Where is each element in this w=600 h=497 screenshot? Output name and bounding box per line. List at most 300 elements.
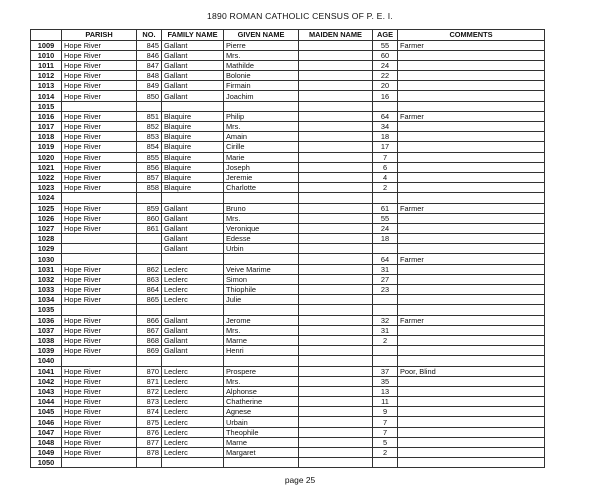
cell-comments (398, 376, 545, 386)
cell-given-name (224, 356, 299, 366)
cell-family-name: Gallant (162, 203, 224, 213)
cell-comments (398, 183, 545, 193)
table-row (31, 50, 545, 60)
cell-maiden-name (299, 122, 373, 132)
cell-family-name: Leclerc (162, 427, 224, 437)
cell-parish: Hope River (62, 50, 137, 60)
cell-given-name: Jerome (224, 315, 299, 325)
cell-comments (398, 71, 545, 81)
table-row (31, 305, 545, 315)
cell-record-number: 1049 (31, 448, 62, 458)
cell-family-name: Blaquire (162, 172, 224, 182)
cell-given-name: Thiophile (224, 285, 299, 295)
cell-maiden-name (299, 346, 373, 356)
cell-age: 16 (373, 91, 398, 101)
cell-parish: Hope River (62, 285, 137, 295)
table-row (31, 101, 545, 111)
cell-family-name: Leclerc (162, 285, 224, 295)
cell-parish (62, 234, 137, 244)
cell-parish: Hope River (62, 335, 137, 345)
cell-maiden-name (299, 172, 373, 182)
cell-family-name: Leclerc (162, 437, 224, 447)
table-row (31, 407, 545, 417)
cell-given-name: Mrs. (224, 325, 299, 335)
cell-no: 857 (137, 172, 162, 182)
cell-maiden-name (299, 437, 373, 447)
cell-comments (398, 325, 545, 335)
cell-given-name: Marie (224, 152, 299, 162)
cell-comments (398, 234, 545, 244)
table-row (31, 427, 545, 437)
cell-record-number: 1023 (31, 183, 62, 193)
cell-age: 27 (373, 274, 398, 284)
cell-record-number: 1026 (31, 213, 62, 223)
cell-given-name: Mrs. (224, 376, 299, 386)
cell-no: 864 (137, 285, 162, 295)
table-row (31, 244, 545, 254)
cell-record-number: 1025 (31, 203, 62, 213)
cell-no (137, 458, 162, 468)
cell-parish: Hope River (62, 448, 137, 458)
cell-record-number: 1014 (31, 91, 62, 101)
cell-age: 18 (373, 234, 398, 244)
cell-comments (398, 264, 545, 274)
cell-record-number: 1044 (31, 397, 62, 407)
cell-age: 7 (373, 152, 398, 162)
table-row (31, 71, 545, 81)
cell-comments (398, 356, 545, 366)
table-row (31, 40, 545, 50)
cell-parish: Hope River (62, 437, 137, 447)
cell-record-number: 1041 (31, 366, 62, 376)
cell-age: 7 (373, 417, 398, 427)
cell-age (373, 346, 398, 356)
cell-maiden-name (299, 366, 373, 376)
cell-given-name: Bruno (224, 203, 299, 213)
cell-maiden-name (299, 142, 373, 152)
cell-given-name: Henri (224, 346, 299, 356)
table-row (31, 172, 545, 182)
cell-parish: Hope River (62, 397, 137, 407)
cell-given-name (224, 305, 299, 315)
cell-family-name: Gallant (162, 213, 224, 223)
table-row (31, 356, 545, 366)
cell-maiden-name (299, 101, 373, 111)
cell-family-name: Leclerc (162, 386, 224, 396)
cell-family-name: Gallant (162, 234, 224, 244)
cell-parish: Hope River (62, 366, 137, 376)
cell-comments (398, 162, 545, 172)
cell-maiden-name (299, 417, 373, 427)
table-row (31, 376, 545, 386)
cell-age: 24 (373, 60, 398, 70)
cell-given-name: Prospere (224, 366, 299, 376)
cell-given-name: Margaret (224, 448, 299, 458)
cell-age: 64 (373, 254, 398, 264)
cell-no: 845 (137, 40, 162, 50)
cell-family-name: Gallant (162, 81, 224, 91)
cell-parish: Hope River (62, 152, 137, 162)
cell-record-number: 1038 (31, 335, 62, 345)
cell-record-number: 1047 (31, 427, 62, 437)
cell-no: 858 (137, 183, 162, 193)
cell-maiden-name (299, 50, 373, 60)
cell-record-number: 1012 (31, 71, 62, 81)
cell-given-name (224, 101, 299, 111)
table-row (31, 315, 545, 325)
table-row (31, 203, 545, 213)
cell-comments: Farmer (398, 254, 545, 264)
cell-no: 847 (137, 60, 162, 70)
cell-age: 31 (373, 325, 398, 335)
cell-no: 878 (137, 448, 162, 458)
cell-record-number: 1035 (31, 305, 62, 315)
cell-comments (398, 305, 545, 315)
table-row (31, 386, 545, 396)
cell-age: 22 (373, 71, 398, 81)
cell-no: 866 (137, 315, 162, 325)
cell-parish (62, 244, 137, 254)
cell-comments (398, 448, 545, 458)
cell-maiden-name (299, 91, 373, 101)
cell-parish: Hope River (62, 213, 137, 223)
cell-family-name: Gallant (162, 325, 224, 335)
cell-maiden-name (299, 162, 373, 172)
cell-maiden-name (299, 203, 373, 213)
cell-record-number: 1031 (31, 264, 62, 274)
cell-record-number: 1013 (31, 81, 62, 91)
cell-no: 868 (137, 335, 162, 345)
cell-age (373, 193, 398, 203)
cell-given-name: Mathilde (224, 60, 299, 70)
cell-record-number: 1028 (31, 234, 62, 244)
cell-age: 32 (373, 315, 398, 325)
cell-given-name: Julie (224, 295, 299, 305)
cell-family-name (162, 101, 224, 111)
cell-parish (62, 193, 137, 203)
cell-maiden-name (299, 448, 373, 458)
cell-given-name: Charlotte (224, 183, 299, 193)
cell-given-name: Joseph (224, 162, 299, 172)
cell-record-number: 1018 (31, 132, 62, 142)
table-row (31, 417, 545, 427)
cell-age: 31 (373, 264, 398, 274)
cell-family-name: Gallant (162, 91, 224, 101)
cell-age: 11 (373, 397, 398, 407)
cell-family-name (162, 356, 224, 366)
cell-family-name: Blaquire (162, 152, 224, 162)
cell-record-number: 1046 (31, 417, 62, 427)
cell-age: 4 (373, 172, 398, 182)
cell-maiden-name (299, 71, 373, 81)
cell-given-name: Mrs. (224, 122, 299, 132)
cell-comments (398, 346, 545, 356)
cell-maiden-name (299, 376, 373, 386)
cell-record-number: 1010 (31, 50, 62, 60)
cell-no: 854 (137, 142, 162, 152)
cell-parish: Hope River (62, 122, 137, 132)
cell-record-number: 1019 (31, 142, 62, 152)
cell-given-name: Urbin (224, 244, 299, 254)
cell-parish: Hope River (62, 142, 137, 152)
cell-comments (398, 386, 545, 396)
cell-no: 877 (137, 437, 162, 447)
cell-given-name (224, 193, 299, 203)
cell-comments: Farmer (398, 203, 545, 213)
cell-parish (62, 458, 137, 468)
cell-no: 860 (137, 213, 162, 223)
cell-maiden-name (299, 183, 373, 193)
cell-parish: Hope River (62, 172, 137, 182)
cell-given-name: Joachim (224, 91, 299, 101)
cell-family-name: Leclerc (162, 376, 224, 386)
cell-no: 862 (137, 264, 162, 274)
cell-comments: Farmer (398, 315, 545, 325)
cell-record-number: 1034 (31, 295, 62, 305)
cell-comments (398, 132, 545, 142)
cell-age: 13 (373, 386, 398, 396)
cell-record-number: 1011 (31, 60, 62, 70)
cell-given-name: Jeremie (224, 172, 299, 182)
cell-age: 20 (373, 81, 398, 91)
cell-given-name (224, 254, 299, 264)
table-row (31, 223, 545, 233)
cell-parish: Hope River (62, 132, 137, 142)
cell-maiden-name (299, 254, 373, 264)
table-row (31, 366, 545, 376)
cell-given-name: Cirille (224, 142, 299, 152)
table-row (31, 213, 545, 223)
table-row (31, 285, 545, 295)
cell-record-number: 1043 (31, 386, 62, 396)
cell-no: 875 (137, 417, 162, 427)
cell-no: 876 (137, 427, 162, 437)
table-row (31, 448, 545, 458)
cell-comments (398, 244, 545, 254)
cell-age: 18 (373, 132, 398, 142)
cell-no: 848 (137, 71, 162, 81)
cell-family-name: Leclerc (162, 407, 224, 417)
cell-parish: Hope River (62, 407, 137, 417)
cell-comments: Farmer (398, 111, 545, 121)
cell-parish: Hope River (62, 274, 137, 284)
cell-maiden-name (299, 213, 373, 223)
cell-comments (398, 407, 545, 417)
cell-comments (398, 81, 545, 91)
cell-parish: Hope River (62, 376, 137, 386)
cell-no: 863 (137, 274, 162, 284)
cell-record-number: 1042 (31, 376, 62, 386)
cell-comments (398, 427, 545, 437)
table-row (31, 91, 545, 101)
cell-no (137, 244, 162, 254)
cell-comments (398, 152, 545, 162)
cell-given-name: Mrs. (224, 50, 299, 60)
cell-record-number: 1015 (31, 101, 62, 111)
cell-no: 865 (137, 295, 162, 305)
cell-given-name: Urbain (224, 417, 299, 427)
cell-family-name: Gallant (162, 223, 224, 233)
cell-family-name: Blaquire (162, 132, 224, 142)
cell-given-name: Amain (224, 132, 299, 142)
cell-given-name: Alphonse (224, 386, 299, 396)
cell-family-name: Leclerc (162, 295, 224, 305)
cell-age (373, 356, 398, 366)
cell-age (373, 295, 398, 305)
cell-maiden-name (299, 223, 373, 233)
cell-comments (398, 223, 545, 233)
header-cell-parish: PARISH (62, 30, 137, 41)
cell-given-name: Veronique (224, 223, 299, 233)
header-cell-record (31, 30, 62, 41)
header-cell-comments: COMMENTS (398, 30, 545, 41)
cell-parish: Hope River (62, 91, 137, 101)
cell-maiden-name (299, 285, 373, 295)
table-row (31, 122, 545, 132)
cell-family-name: Blaquire (162, 162, 224, 172)
cell-record-number: 1037 (31, 325, 62, 335)
cell-family-name: Gallant (162, 315, 224, 325)
table-row (31, 295, 545, 305)
cell-record-number: 1045 (31, 407, 62, 417)
cell-family-name (162, 305, 224, 315)
table-row (31, 60, 545, 70)
table-row (31, 81, 545, 91)
table-row (31, 274, 545, 284)
table-row (31, 193, 545, 203)
cell-comments (398, 417, 545, 427)
table-row (31, 111, 545, 121)
cell-age: 55 (373, 213, 398, 223)
cell-age: 61 (373, 203, 398, 213)
cell-no: 852 (137, 122, 162, 132)
cell-given-name: Chatherine (224, 397, 299, 407)
cell-family-name: Gallant (162, 346, 224, 356)
cell-maiden-name (299, 335, 373, 345)
cell-record-number: 1020 (31, 152, 62, 162)
cell-parish: Hope River (62, 325, 137, 335)
cell-family-name: Gallant (162, 244, 224, 254)
cell-record-number: 1040 (31, 356, 62, 366)
cell-given-name: Pierre (224, 40, 299, 50)
cell-family-name (162, 458, 224, 468)
cell-given-name (224, 458, 299, 468)
cell-no (137, 305, 162, 315)
cell-parish: Hope River (62, 386, 137, 396)
cell-comments (398, 172, 545, 182)
cell-comments (398, 295, 545, 305)
cell-parish (62, 101, 137, 111)
page-title: 1890 ROMAN CATHOLIC CENSUS OF P. E. I. (207, 11, 393, 21)
cell-family-name: Blaquire (162, 183, 224, 193)
cell-no (137, 193, 162, 203)
cell-family-name: Gallant (162, 60, 224, 70)
cell-family-name (162, 193, 224, 203)
cell-record-number: 1050 (31, 458, 62, 468)
cell-comments (398, 458, 545, 468)
cell-family-name: Gallant (162, 50, 224, 60)
table-row (31, 254, 545, 264)
cell-parish (62, 254, 137, 264)
cell-age: 34 (373, 122, 398, 132)
table-row (31, 397, 545, 407)
cell-parish: Hope River (62, 315, 137, 325)
cell-maiden-name (299, 305, 373, 315)
cell-parish (62, 356, 137, 366)
table-row (31, 162, 545, 172)
table-row (31, 264, 545, 274)
cell-parish: Hope River (62, 40, 137, 50)
cell-parish: Hope River (62, 203, 137, 213)
cell-maiden-name (299, 315, 373, 325)
cell-comments: Poor, Blind (398, 366, 545, 376)
cell-family-name: Leclerc (162, 274, 224, 284)
cell-parish: Hope River (62, 162, 137, 172)
cell-maiden-name (299, 40, 373, 50)
cell-maiden-name (299, 427, 373, 437)
census-table (30, 29, 545, 468)
cell-record-number: 1036 (31, 315, 62, 325)
cell-maiden-name (299, 81, 373, 91)
cell-no: 861 (137, 223, 162, 233)
cell-parish: Hope River (62, 183, 137, 193)
cell-given-name: Agnese (224, 407, 299, 417)
cell-maiden-name (299, 407, 373, 417)
cell-comments (398, 274, 545, 284)
cell-record-number: 1016 (31, 111, 62, 121)
cell-no: 872 (137, 386, 162, 396)
cell-age: 7 (373, 427, 398, 437)
cell-maiden-name (299, 295, 373, 305)
cell-age (373, 305, 398, 315)
cell-parish: Hope River (62, 60, 137, 70)
cell-given-name: Philip (224, 111, 299, 121)
header-cell-family-name: FAMILY NAME (162, 30, 224, 41)
cell-age: 60 (373, 50, 398, 60)
cell-no: 846 (137, 50, 162, 60)
cell-no: 855 (137, 152, 162, 162)
cell-maiden-name (299, 274, 373, 284)
cell-family-name: Gallant (162, 71, 224, 81)
cell-comments (398, 60, 545, 70)
cell-maiden-name (299, 356, 373, 366)
table-row (31, 458, 545, 468)
cell-age: 64 (373, 111, 398, 121)
cell-comments (398, 122, 545, 132)
cell-family-name: Blaquire (162, 122, 224, 132)
cell-record-number: 1021 (31, 162, 62, 172)
cell-no: 867 (137, 325, 162, 335)
cell-maiden-name (299, 244, 373, 254)
header-cell-age: AGE (373, 30, 398, 41)
cell-given-name: Edesse (224, 234, 299, 244)
cell-age: 2 (373, 335, 398, 345)
cell-no: 856 (137, 162, 162, 172)
cell-comments (398, 213, 545, 223)
cell-no: 873 (137, 397, 162, 407)
cell-record-number: 1017 (31, 122, 62, 132)
table-row (31, 152, 545, 162)
cell-no (137, 234, 162, 244)
cell-age: 23 (373, 285, 398, 295)
cell-family-name: Leclerc (162, 448, 224, 458)
table-row (31, 132, 545, 142)
cell-record-number: 1024 (31, 193, 62, 203)
cell-record-number: 1039 (31, 346, 62, 356)
cell-no: 859 (137, 203, 162, 213)
cell-comments (398, 50, 545, 60)
cell-comments (398, 193, 545, 203)
